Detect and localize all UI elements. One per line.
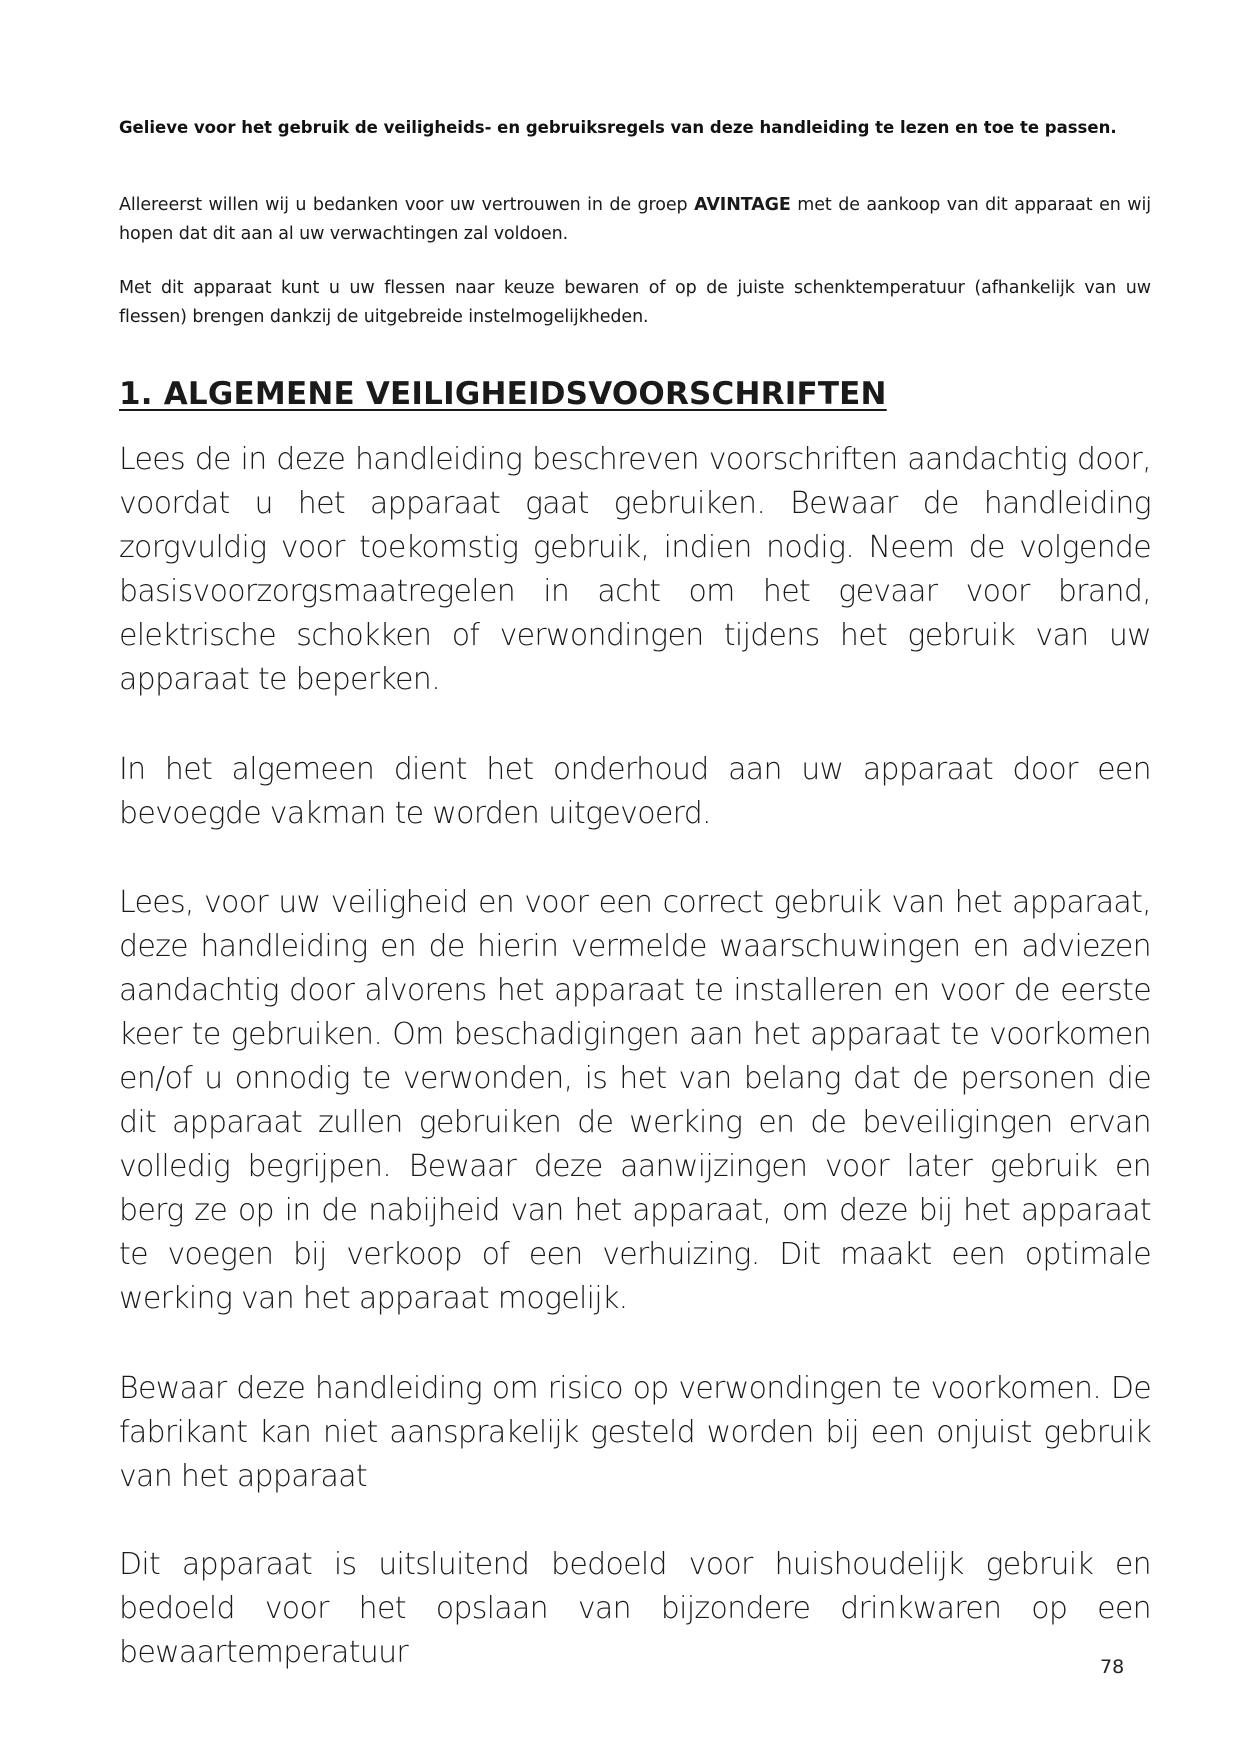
intro-thanks-after: met de aankoop van dit apparaat en wij hopen dat dit aan al uw verwachtingen zal voldoen.	[119, 195, 1152, 244]
body-paragraph-4: Bewaar deze handleiding om risico op verwondingen te voorkomen. De fabrikant kan niet aansprakelijk gesteld worden bij een onjuist gebruik van het apparaat	[119, 1371, 1151, 1494]
body-paragraph-5: Dit apparaat is uitsluitend bedoeld voor huishoudelijk gebruik en bedoeld voor het opslaan van bijzondere drinkwaren op een bewaartemperatuur	[119, 1547, 1151, 1670]
intro-thanks-before: Allereerst willen wij u bedanken voor uw vertrouwen in de groep	[119, 195, 695, 215]
intro-instruction: Gelieve voor het gebruik de veiligheids- en gebruiksregels van deze handleiding te lezen en toe te passen.	[119, 118, 1117, 137]
body-paragraph-1: Lees de in deze handleiding beschreven voorschriften aandachtig door, voordat u het apparaat gaat gebruiken. Bewaar de handleiding zorgvuldig voor toekomstig gebruik, indien nodig. Neem de volgende basisvoorzorgsmaatregelen in acht om het gevaar voor brand, elektrische schokken of verwondingen tijdens het gebruik van uw apparaat te beperken.	[119, 442, 1151, 697]
intro-purpose: Met dit apparaat kunt u uw flessen naar keuze bewaren of op de juiste schenktemperatuur (afhankelijk van uw flessen) brengen dankzij de uitgebreide instelmogelijkheden.	[119, 278, 1151, 327]
body-paragraph-3: Lees, voor uw veiligheid en voor een correct gebruik van het apparaat, deze handleiding en de hierin vermelde waarschuwingen en adviezen aandachtig door alvorens het apparaat te installeren en voor de eerste keer te gebruiken. Om beschadigingen aan het apparaat te voorkomen en/of u onnodig te verwonden, is het van belang dat de personen die dit apparaat zullen gebruiken de werking en de beveiligingen ervan volledig begrijpen. Bewaar deze aanwijzingen voor later gebruik en berg ze op in de nabijheid van het apparaat, om deze bij het apparaat te voegen bij verkoop of een verhuizing. Dit maakt een optimale werking van het apparaat mogelijk.	[119, 885, 1151, 1316]
brand-name: AVINTAGE	[694, 195, 791, 215]
intro-thanks	[119, 191, 1151, 249]
page-number: 78	[1100, 1656, 1125, 1678]
body-paragraph-2: In het algemeen dient het onderhoud aan uw apparaat door een bevoegde vakman te worden uitgevoerd.	[119, 752, 1151, 831]
section-heading: 1. ALGEMENE VEILIGHEIDSVOORSCHRIFTEN	[119, 376, 887, 412]
